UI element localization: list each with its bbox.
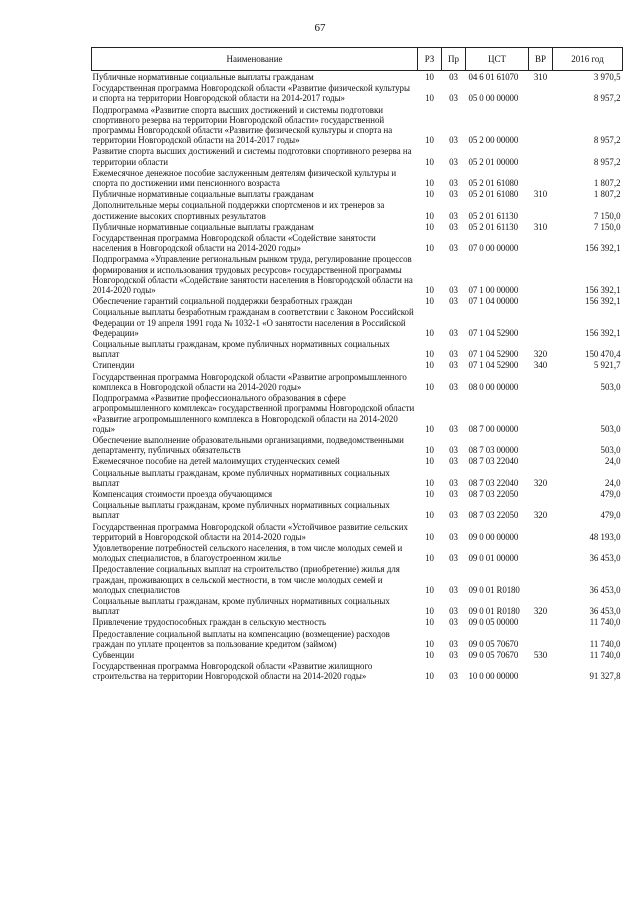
cell-name: Социальные выплаты безработным гражданам в соответствии с Законом Российской Федерации от 19 апреля 1991 года № 1032-1 «О занятости населения в Российской Федерации» — [92, 307, 414, 338]
cell-cst: 07 1 04 52900 — [468, 360, 519, 371]
cell-amount: 11 740,0 — [589, 617, 621, 628]
table-row — [92, 392, 623, 434]
table-row — [92, 628, 623, 649]
cell-pr: 03 — [449, 510, 458, 521]
cell-vr — [529, 104, 553, 146]
table-row — [92, 595, 623, 616]
cell-vr — [529, 616, 553, 627]
table-row — [92, 563, 623, 595]
table-row — [92, 371, 623, 392]
table-row — [92, 338, 623, 359]
cell-amount: 503,0 — [600, 423, 621, 434]
table-row — [92, 221, 623, 232]
cell-pr: 03 — [449, 178, 458, 189]
cell-amount: 5 921,7 — [593, 360, 621, 371]
cell-vr: 310 — [533, 189, 548, 200]
cell-vr — [529, 253, 553, 295]
table-row — [92, 306, 623, 338]
cell-cst: 07 1 00 00000 — [468, 285, 519, 296]
table-row — [92, 295, 623, 306]
cell-rz: 10 — [425, 285, 434, 296]
cell-cst: 08 7 03 22050 — [468, 488, 519, 499]
cell-amount: 24,0 — [604, 477, 621, 488]
cell-pr: 03 — [449, 221, 458, 232]
cell-vr: 310 — [533, 221, 548, 232]
cell-rz: 10 — [425, 617, 434, 628]
header-pr: Пр — [442, 48, 466, 71]
cell-vr — [529, 295, 553, 306]
cell-name: Обеспечение гарантий социальной поддержки безработных граждан — [92, 296, 353, 307]
cell-name: Предоставление социальных выплат на строительство (приобретение) жилья для граждан, проживающих в сельской местности, в том числе молодых семей и молодых специалистов — [92, 564, 400, 595]
cell-rz: 10 — [425, 477, 434, 488]
cell-rz: 10 — [425, 488, 434, 499]
cell-rz: 10 — [425, 531, 434, 542]
cell-vr — [529, 199, 553, 220]
cell-rz: 10 — [425, 189, 434, 200]
cell-cst: 05 2 01 61080 — [468, 189, 519, 200]
cell-vr — [529, 82, 553, 103]
cell-vr: 320 — [533, 349, 548, 360]
budget-table — [91, 47, 623, 682]
cell-pr: 03 — [449, 671, 458, 682]
table-row — [92, 434, 623, 455]
cell-cst: 09 0 01 R0180 — [468, 606, 520, 617]
cell-vr — [529, 371, 553, 392]
cell-amount: 48 193,0 — [589, 531, 621, 542]
cell-pr: 03 — [449, 327, 458, 338]
cell-name: Предоставление социальной выплаты на компенсацию (возмещение) расходов граждан по уплате процентов за пользование кредитом (займом) — [92, 628, 390, 649]
cell-rz: 10 — [425, 360, 434, 371]
cell-rz: 10 — [425, 135, 434, 146]
cell-amount: 8 957,2 — [593, 93, 621, 104]
cell-vr — [529, 542, 553, 563]
cell-name: Обеспечение выполнение образовательными организациями, подведомственными департаменту, публичных обязательств — [92, 434, 404, 456]
cell-name: Субвенции — [92, 649, 135, 660]
cell-rz: 10 — [425, 445, 434, 456]
cell-amount: 91 327,8 — [589, 671, 621, 682]
cell-amount: 36 453,0 — [589, 553, 621, 564]
cell-cst: 05 2 01 00000 — [468, 156, 519, 167]
cell-rz: 10 — [425, 584, 434, 595]
cell-rz: 10 — [425, 221, 434, 232]
cell-pr: 03 — [449, 477, 458, 488]
cell-rz: 10 — [425, 349, 434, 360]
cell-pr: 03 — [449, 638, 458, 649]
cell-rz: 10 — [425, 327, 434, 338]
cell-cst: 09 0 05 70670 — [468, 649, 519, 660]
cell-rz: 10 — [425, 178, 434, 189]
cell-vr — [529, 455, 553, 466]
cell-amount: 3 970,5 — [593, 72, 621, 82]
cell-name: Ежемесячное денежное пособие заслуженным деятелям физической культуры и спорта по достижении ими пенсионного возраста — [92, 167, 397, 189]
table-row — [92, 488, 623, 499]
cell-rz: 10 — [425, 72, 434, 82]
cell-vr: 320 — [533, 510, 548, 521]
cell-vr — [529, 628, 553, 649]
cell-cst: 05 2 00 00000 — [468, 135, 519, 146]
table-row — [92, 359, 623, 370]
cell-cst: 05 2 01 61080 — [468, 178, 519, 189]
cell-amount: 8 957,2 — [593, 135, 621, 146]
cell-cst: 08 7 03 22040 — [468, 477, 519, 488]
cell-pr: 03 — [449, 135, 458, 146]
cell-pr: 03 — [449, 488, 458, 499]
cell-vr: 340 — [533, 360, 548, 371]
cell-vr — [529, 232, 553, 253]
cell-pr: 03 — [449, 285, 458, 296]
cell-amount: 1 807,2 — [593, 189, 621, 200]
cell-name: Публичные нормативные социальные выплаты гражданам — [92, 72, 314, 82]
table-row — [92, 71, 623, 83]
cell-pr: 03 — [449, 72, 458, 82]
cell-amount: 156 392,1 — [585, 243, 621, 254]
cell-amount: 156 392,1 — [585, 296, 621, 307]
cell-amount: 7 150,0 — [593, 210, 621, 221]
cell-name: Социальные выплаты гражданам, кроме публичных нормативных социальных выплат — [92, 595, 390, 617]
cell-vr: 320 — [533, 477, 548, 488]
header-vr: ВР — [529, 48, 553, 71]
cell-pr: 03 — [449, 243, 458, 254]
cell-name: Публичные нормативные социальные выплаты гражданам — [92, 189, 314, 200]
cell-cst: 07 1 04 52900 — [468, 327, 519, 338]
cell-vr — [529, 521, 553, 542]
cell-vr — [529, 660, 553, 681]
cell-rz: 10 — [425, 93, 434, 104]
cell-rz: 10 — [425, 510, 434, 521]
cell-vr — [529, 392, 553, 434]
table-body — [92, 71, 623, 682]
cell-name: Публичные нормативные социальные выплаты гражданам — [92, 221, 314, 232]
cell-cst: 09 0 01 R0180 — [468, 584, 520, 595]
table-row — [92, 199, 623, 220]
cell-name: Государственная программа Новгородской области «Содействие занятости населения в Новгородской области на 2014-2020 годы» — [92, 233, 376, 254]
cell-cst: 08 7 03 22050 — [468, 510, 519, 521]
cell-amount: 8 957,2 — [593, 156, 621, 167]
table-row — [92, 467, 623, 488]
page-number: 67 — [314, 22, 326, 34]
cell-vr — [529, 488, 553, 499]
cell-name: Государственная программа Новгородской области «Развитие физической культуры и спорта на территории Новгородской области на 2014-2017 годы» — [92, 83, 410, 104]
cell-pr: 03 — [449, 649, 458, 660]
cell-pr: 03 — [449, 349, 458, 360]
cell-cst: 10 0 00 00000 — [468, 671, 519, 682]
cell-name: Социальные выплаты гражданам, кроме публичных нормативных социальных выплат — [92, 339, 390, 360]
header-cst: ЦСТ — [466, 48, 529, 71]
header-year: 2016 год — [553, 48, 623, 71]
cell-cst: 09 0 01 00000 — [468, 553, 519, 564]
table-row — [92, 542, 623, 563]
header-name: Наименование — [92, 48, 418, 71]
cell-amount: 36 453,0 — [589, 606, 621, 617]
table-row — [92, 455, 623, 466]
cell-amount: 503,0 — [600, 381, 621, 392]
cell-pr: 03 — [449, 617, 458, 628]
cell-pr: 03 — [449, 584, 458, 595]
table-row — [92, 253, 623, 295]
cell-cst: 08 7 00 00000 — [468, 423, 519, 434]
cell-rz: 10 — [425, 456, 434, 467]
table-row — [92, 616, 623, 627]
header-rz: РЗ — [418, 48, 442, 71]
cell-rz: 10 — [425, 553, 434, 564]
table-header-row — [92, 48, 623, 71]
cell-vr — [529, 306, 553, 338]
cell-pr: 03 — [449, 93, 458, 104]
cell-name: Дополнительные меры социальной поддержки спортсменов и их тренеров за достижение высоких спортивных результатов — [92, 200, 385, 221]
cell-pr: 03 — [449, 189, 458, 200]
cell-cst: 05 2 01 61130 — [468, 221, 518, 232]
cell-pr: 03 — [449, 360, 458, 371]
cell-amount: 479,0 — [600, 510, 621, 521]
cell-name: Государственная программа Новгородской области «Развитие агропромышленного комплекса в Новгородской области на 2014-2020 годы» — [92, 371, 407, 392]
cell-amount: 503,0 — [600, 445, 621, 456]
cell-rz: 10 — [425, 649, 434, 660]
cell-amount: 11 740,0 — [589, 638, 621, 649]
cell-pr: 03 — [449, 210, 458, 221]
cell-vr — [529, 167, 553, 188]
cell-amount: 479,0 — [600, 488, 621, 499]
cell-amount: 1 807,2 — [593, 178, 621, 189]
cell-rz: 10 — [425, 243, 434, 254]
cell-name: Социальные выплаты гражданам, кроме публичных нормативных социальных выплат — [92, 467, 390, 488]
cell-name: Привлечение трудоспособных граждан в сельскую местность — [92, 617, 327, 628]
cell-cst: 04 6 01 61070 — [468, 72, 519, 82]
table-row — [92, 521, 623, 542]
cell-amount: 156 392,1 — [585, 327, 621, 338]
cell-amount: 24,0 — [604, 456, 621, 467]
table-row — [92, 104, 623, 146]
cell-rz: 10 — [425, 606, 434, 617]
cell-name: Подпрограмма «Развитие профессионального образования в сфере агропромышленного комплекса» государственной программы Новгородской области «Развитие агропромышленного комплекса в Новгородской области на 2014-2020 годы» — [92, 393, 415, 434]
cell-name: Стипендии — [92, 360, 135, 371]
cell-pr: 03 — [449, 456, 458, 467]
table-row — [92, 82, 623, 103]
cell-cst: 09 0 05 70670 — [468, 638, 519, 649]
cell-rz: 10 — [425, 381, 434, 392]
cell-name: Компенсация стоимости проезда обучающимся — [92, 488, 273, 499]
cell-vr: 320 — [533, 606, 548, 617]
cell-pr: 03 — [449, 381, 458, 392]
table-row — [92, 232, 623, 253]
cell-pr: 03 — [449, 553, 458, 564]
cell-pr: 03 — [449, 296, 458, 307]
cell-amount: 156 392,1 — [585, 285, 621, 296]
cell-name: Социальные выплаты гражданам, кроме публичных нормативных социальных выплат — [92, 500, 390, 521]
cell-pr: 03 — [449, 445, 458, 456]
cell-name: Ежемесячное пособие на детей малоимущих студенческих семей — [92, 456, 340, 467]
cell-vr: 530 — [533, 649, 548, 660]
table-row — [92, 649, 623, 660]
cell-name: Подпрограмма «Управление региональным рынком труда, регулирование процессов формирования и использования трудовых ресурсов» государственной программы Новгородской области «Содействие занятости населения в Новгородской области на 2014-2020 годы» — [92, 254, 413, 296]
cell-cst: 07 1 04 00000 — [468, 296, 519, 307]
cell-pr: 03 — [449, 423, 458, 434]
cell-amount: 7 150,0 — [593, 221, 621, 232]
cell-pr: 03 — [449, 606, 458, 617]
cell-rz: 10 — [425, 156, 434, 167]
cell-rz: 10 — [425, 638, 434, 649]
table-row — [92, 167, 623, 188]
table-row — [92, 145, 623, 166]
table-row — [92, 188, 623, 199]
cell-name: Развитие спорта высших достижений и системы подготовки спортивного резерва на территории области — [92, 146, 412, 167]
cell-amount: 11 740,0 — [589, 649, 621, 660]
cell-amount: 36 453,0 — [589, 584, 621, 595]
table-row — [92, 660, 623, 681]
cell-cst: 05 2 01 61130 — [468, 210, 518, 221]
cell-rz: 10 — [425, 671, 434, 682]
cell-rz: 10 — [425, 210, 434, 221]
cell-cst: 08 7 03 22040 — [468, 456, 519, 467]
cell-vr — [529, 145, 553, 166]
cell-pr: 03 — [449, 156, 458, 167]
cell-cst: 09 0 05 00000 — [468, 617, 519, 628]
cell-cst: 09 0 00 00000 — [468, 531, 519, 542]
cell-rz: 10 — [425, 423, 434, 434]
cell-vr — [529, 563, 553, 595]
cell-name: Государственная программа Новгородской области «Устойчивое развитие сельских территорий в Новгородской области на 2014-2020 годы» — [92, 521, 408, 542]
cell-vr — [529, 434, 553, 455]
cell-name: Удовлетворение потребностей сельского населения, в том числе молодых семей и молодых специалистов, в благоустроенном жилье — [92, 542, 403, 564]
cell-cst: 08 0 00 00000 — [468, 381, 519, 392]
table-row — [92, 499, 623, 520]
cell-cst: 07 0 00 00000 — [468, 243, 519, 254]
cell-vr: 310 — [533, 72, 548, 82]
cell-cst: 07 1 04 52900 — [468, 349, 519, 360]
cell-name: Подпрограмма «Развитие спорта высших достижений и системы подготовки спортивного резерва на территории Новгородской области» государственной программы Новгородской области «Развитие физической культуры и спорта на территории Новгородской области на 2014-2017 годы» — [92, 104, 393, 146]
cell-cst: 08 7 03 00000 — [468, 445, 519, 456]
cell-cst: 05 0 00 00000 — [468, 93, 519, 104]
cell-pr: 03 — [449, 531, 458, 542]
cell-amount: 150 470,4 — [585, 349, 621, 360]
cell-name: Государственная программа Новгородской области «Развитие жилищного строительства на территории Новгородской области на 2014-2020 годы» — [92, 661, 373, 682]
cell-rz: 10 — [425, 296, 434, 307]
